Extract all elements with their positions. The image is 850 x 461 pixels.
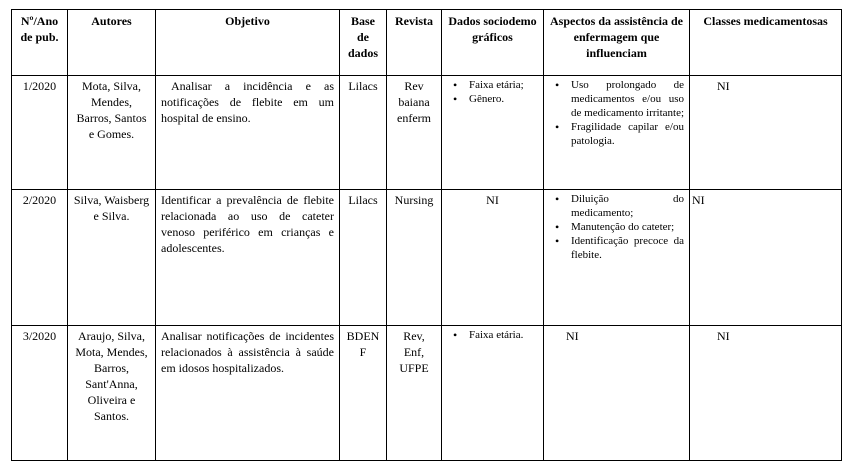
header-row bbox=[12, 10, 842, 76]
list-item: • Diluição do medicamento; bbox=[549, 192, 684, 220]
header-autores: Autores bbox=[68, 10, 156, 76]
cell-classes: NI bbox=[690, 190, 842, 326]
header-socio: Dados sociodemográficos bbox=[442, 10, 544, 76]
header-revista: Revista bbox=[387, 10, 442, 76]
table-row bbox=[12, 190, 842, 326]
cell-aspectos: NI bbox=[544, 326, 690, 461]
list-item: • Uso prolongado de medicamentos e/ou uso de medicamento irritante; bbox=[549, 78, 684, 120]
cell-autores: Mota, Silva, Mendes, Barros, Santos e Gomes. bbox=[68, 76, 156, 190]
cell-num: 3/2020 bbox=[12, 326, 68, 461]
list-item: • Fragilidade capilar e/ou patologia. bbox=[549, 120, 684, 148]
cell-num: 2/2020 bbox=[12, 190, 68, 326]
cell-num: 1/2020 bbox=[12, 76, 68, 190]
cell-socio bbox=[442, 326, 544, 461]
cell-autores: Silva, Waisberg e Silva. bbox=[68, 190, 156, 326]
cell-base: Lilacs bbox=[340, 76, 387, 190]
cell-socio bbox=[442, 76, 544, 190]
header-objetivo: Objetivo bbox=[156, 10, 340, 76]
cell-objetivo: Analisar a incidência e as notificações de flebite em um hospital de ensino. bbox=[156, 76, 340, 190]
cell-revista: Rev, Enf, UFPE bbox=[387, 326, 442, 461]
list-item: • Gênero. bbox=[447, 92, 538, 106]
cell-autores: Araujo, Silva, Mota, Mendes, Barros, Sant'Anna, Oliveira e Santos. bbox=[68, 326, 156, 461]
cell-objetivo: Identificar a prevalência de flebite relacionada ao uso de cateter venoso periférico em crianças e adolescentes. bbox=[156, 190, 340, 326]
cell-socio: NI bbox=[442, 190, 544, 326]
header-classes: Classes medicamentosas bbox=[690, 10, 842, 76]
cell-aspectos bbox=[544, 76, 690, 190]
cell-objetivo: Analisar notificações de incidentes relacionados à assistência à saúde em idosos hospitalizados. bbox=[156, 326, 340, 461]
review-table bbox=[11, 9, 842, 461]
list-item: • Manutenção do cateter; bbox=[549, 220, 684, 234]
cell-base: Lilacs bbox=[340, 190, 387, 326]
header-num: Nº/Ano de pub. bbox=[12, 10, 68, 76]
header-aspectos: Aspectos da assistência de enfermagem que influenciam bbox=[544, 10, 690, 76]
cell-classes: NI bbox=[690, 76, 842, 190]
cell-aspectos bbox=[544, 190, 690, 326]
cell-classes: NI bbox=[690, 326, 842, 461]
list-item: • Faixa etária. bbox=[447, 328, 538, 342]
list-item: • Identificação precoce da flebite. bbox=[549, 234, 684, 262]
cell-base: BDENF bbox=[340, 326, 387, 461]
list-item: • Faixa etária; bbox=[447, 78, 538, 92]
cell-revista: Rev baiana enferm bbox=[387, 76, 442, 190]
table-row bbox=[12, 326, 842, 461]
table-row bbox=[12, 76, 842, 190]
header-base: Base de dados bbox=[340, 10, 387, 76]
cell-revista: Nursing bbox=[387, 190, 442, 326]
